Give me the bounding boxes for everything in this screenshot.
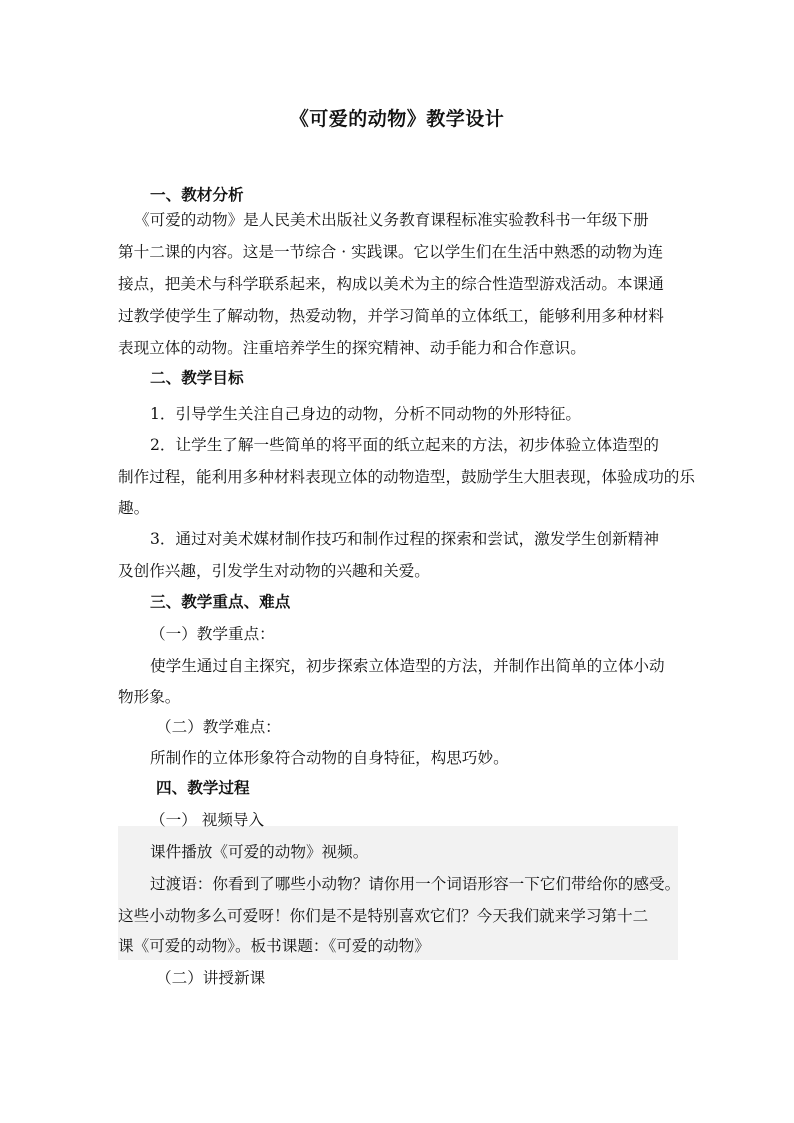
goal-item-3: 3．通过对美术媒材制作技巧和制作过程的探索和尝试，激发学生创新精神 <box>150 530 659 548</box>
subheading-video-intro: （一） 视频导入 <box>150 811 265 829</box>
section-heading-teaching-process: 四、教学过程 <box>156 779 250 797</box>
paragraph-line: 过渡语：你看到了哪些小动物？请你用一个词语形容一下它们带给你的感受。 <box>150 875 681 893</box>
paragraph-line: 课件播放《可爱的动物》视频。 <box>150 843 369 861</box>
paragraph-line: 第十二课的内容。这是一节综合 · 实践课。它以学生们在生活中熟悉的动物为连 <box>118 243 664 261</box>
paragraph-line: 所制作的立体形象符合动物的自身特征，构思巧妙。 <box>150 749 509 767</box>
section-heading-textbook-analysis: 一、教材分析 <box>150 186 244 204</box>
section-heading-key-difficult-points: 三、教学重点、难点 <box>150 593 291 611</box>
subheading-key-points: （一）教学重点： <box>150 625 275 643</box>
paragraph-line: 表现立体的动物。注重培养学生的探究精神、动手能力和合作意识。 <box>118 339 586 357</box>
subheading-difficult-points: （二）教学难点： <box>156 718 281 736</box>
paragraph-line: 物形象。 <box>118 688 181 706</box>
goal-item-2: 2．让学生了解一些简单的将平面的纸立起来的方法，初步体验立体造型的 <box>150 436 659 454</box>
section-heading-teaching-goals: 二、教学目标 <box>150 369 244 387</box>
paragraph-line: 课《可爱的动物》。板书课题：《可爱的动物》 <box>118 937 430 955</box>
paragraph-line: 制作过程，能利用多种材料表现立体的动物造型，鼓励学生大胆表现，体验成功的乐 <box>118 468 695 486</box>
subheading-new-lesson: （二）讲授新课 <box>156 969 266 987</box>
paragraph-line: 趣。 <box>118 499 150 517</box>
paragraph-line: 接点，把美术与科学联系起来，构成以美术为主的综合性造型游戏活动。本课通 <box>118 275 664 293</box>
goal-item-1: 1．引导学生关注自己身边的动物，分析不同动物的外形特征。 <box>150 405 581 423</box>
paragraph-line: 《可爱的动物》是人民美术出版社义务教育课程标准实验教科书一年级下册 <box>134 211 649 229</box>
paragraph-line: 使学生通过自主探究，初步探索立体造型的方法，并制作出简单的立体小动 <box>150 657 665 675</box>
paragraph-line: 及创作兴趣，引发学生对动物的兴趣和关爱。 <box>118 562 430 580</box>
document-title: 《可爱的动物》教学设计 <box>289 108 505 130</box>
paragraph-line: 这些小动物多么可爱呀！你们是不是特别喜欢它们？今天我们就来学习第十二 <box>118 907 649 925</box>
paragraph-line: 过教学使学生了解动物，热爱动物，并学习简单的立体纸工，能够利用多种材料 <box>118 307 664 325</box>
